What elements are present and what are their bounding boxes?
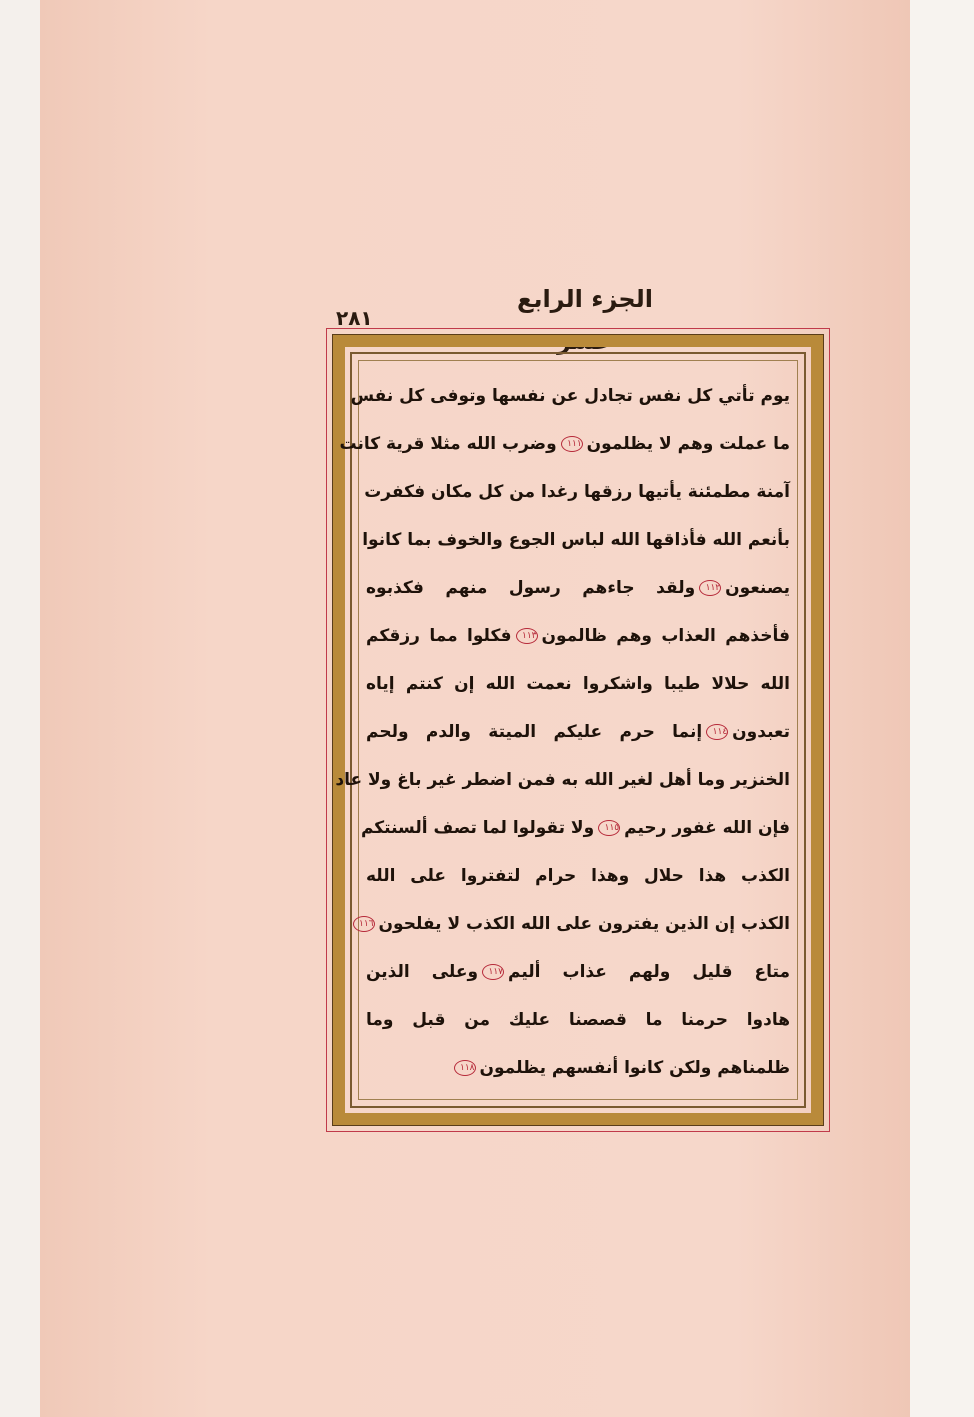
verse-text: ولا تقولوا لما تصف ألسنتكم: [360, 818, 595, 838]
verse-line-1: [350, 372, 790, 420]
page-right-margin: [910, 0, 974, 1417]
verse-text: إنما حرم عليكم الميتة والدم ولحم: [366, 722, 703, 742]
verse-text: الكذب إن الذين يفترون على الله الكذب لا يفلحون: [378, 914, 790, 934]
verse-text: هادوا حرمنا ما قصصنا عليك من قبل وما: [366, 1010, 790, 1030]
ayah-number-marker: ١١١: [561, 436, 583, 452]
verse-text: ولقد جاءهم رسول منهم فكذبوه: [366, 578, 696, 598]
verse-text: متاع قليل ولهم عذاب أليم: [508, 962, 790, 982]
verse-text: الخنزير وما أهل لغير الله به فمن اضطر غير باغ ولا عاد: [335, 770, 790, 790]
verse-text: بأنعم الله فأذاقها الله لباس الجوع والخوف بما كانوا: [362, 530, 790, 550]
ayah-number-marker: ١١٨: [454, 1060, 476, 1076]
page-left-margin: [0, 0, 40, 1417]
ayah-number-marker: ١١٦: [353, 916, 375, 932]
verse-line-8: [366, 708, 790, 756]
ayah-number-marker: ١١٢: [699, 580, 721, 596]
ayah-number-marker: ١١٤: [706, 724, 728, 740]
verse-text: الكذب هذا حلال وهذا حرام لتفتروا على الله: [366, 866, 790, 886]
verse-text: آمنة مطمئنة يأتيها رزقها رغدا من كل مكان فكفرت: [364, 482, 790, 502]
verse-text: وضرب الله مثلا قرية كانت: [339, 434, 557, 454]
verse-text: يوم تأتي كل نفس تجادل عن نفسها وتوفى كل نفس: [350, 386, 790, 406]
verse-text: الله حلالا طيبا واشكروا نعمت الله إن كنتم إياه: [366, 674, 790, 694]
verse-line-10: [360, 804, 790, 852]
verse-line-11: [366, 852, 790, 900]
verse-text: ما عملت وهم لا يظلمون: [586, 434, 790, 454]
page-number: ٢٨١: [336, 306, 373, 330]
verse-text: فأخذهم العذاب وهم ظالمون: [541, 626, 790, 646]
verse-line-15: [366, 1044, 790, 1092]
verse-line-5: [366, 564, 790, 612]
verse-text: فإن الله غفور رحيم: [624, 818, 790, 838]
verse-line-14: [366, 996, 790, 1044]
verse-text: يصنعون: [725, 578, 790, 598]
verse-text-block: [335, 372, 790, 1092]
verse-text: تعبدون: [732, 722, 790, 742]
juz-title: الجزء الرابع عشر: [517, 285, 653, 355]
verse-line-13: [366, 948, 790, 996]
verse-text: وعلى الذين: [366, 962, 479, 982]
verse-text: فكلوا مما رزقكم: [366, 626, 512, 646]
verse-line-4: [362, 516, 790, 564]
verse-line-3: [366, 468, 790, 516]
ayah-number-marker: ١١٥: [598, 820, 620, 836]
ayah-number-marker: ١١٣: [516, 628, 538, 644]
verse-line-6: [366, 612, 790, 660]
verse-text: ظلمناهم ولكن كانوا أنفسهم يظلمون: [479, 1058, 790, 1078]
verse-line-7: [366, 660, 790, 708]
verse-line-9: [335, 756, 790, 804]
ayah-number-marker: ١١٧: [482, 964, 504, 980]
verse-line-2: [339, 420, 790, 468]
verse-line-12: [359, 900, 790, 948]
